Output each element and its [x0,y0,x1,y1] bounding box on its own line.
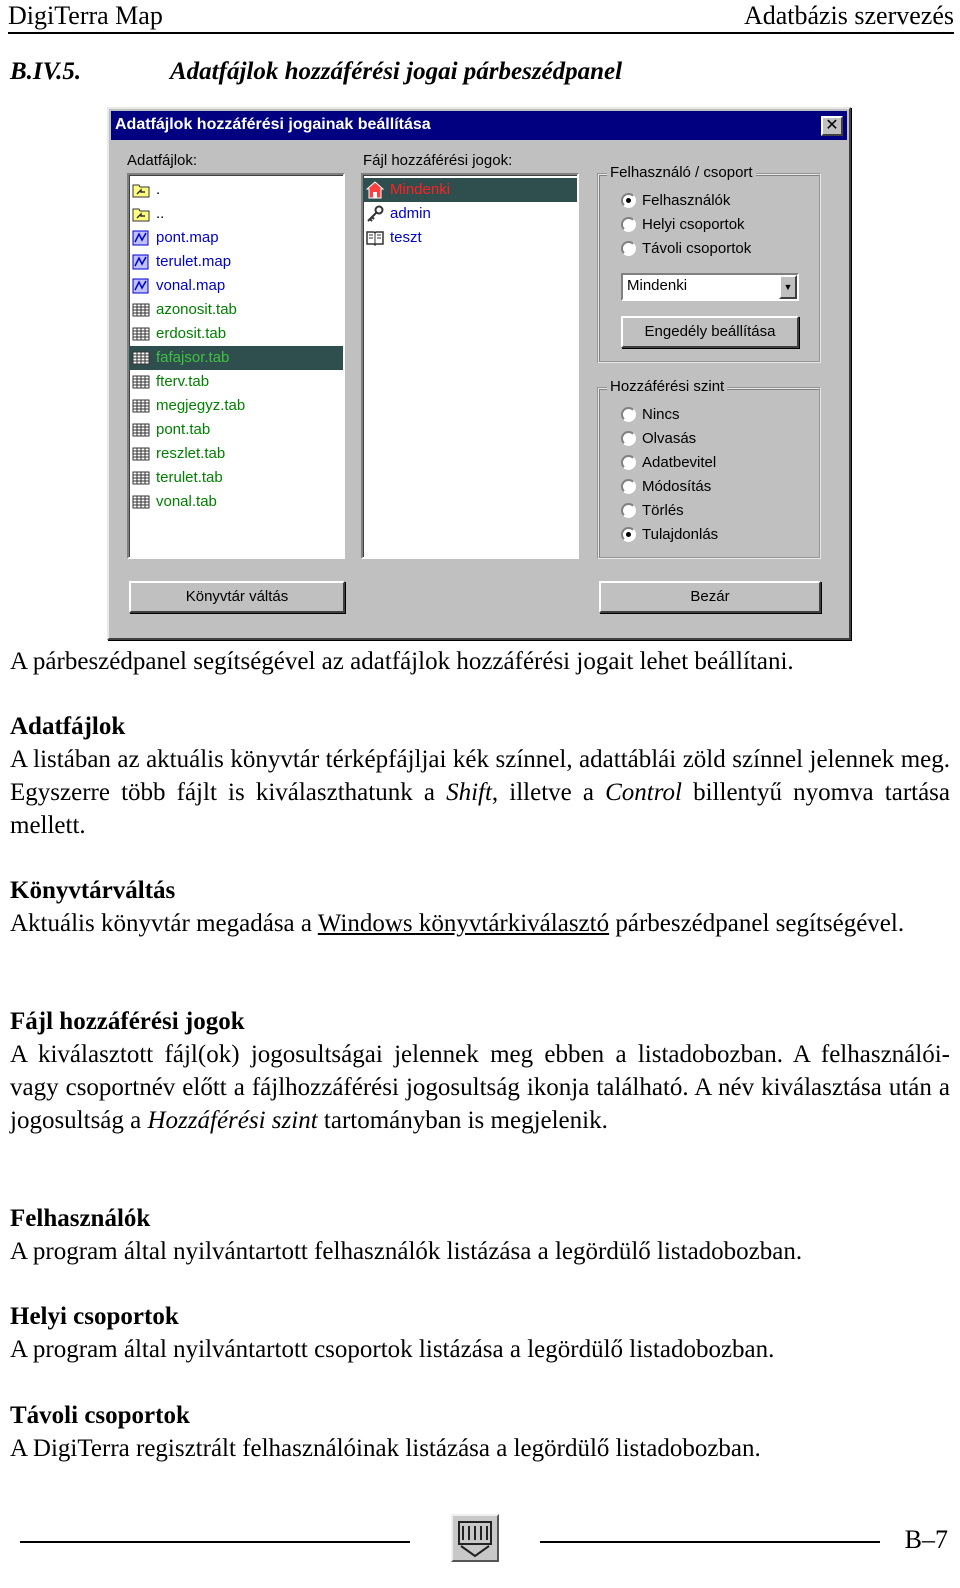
radio-level-none[interactable] [621,406,680,423]
radio-local-groups[interactable] [621,216,745,233]
chevron-down-icon[interactable]: ▼ [779,275,797,299]
access-rights-dialog [107,107,851,640]
file-name: reszlet.tab [156,445,226,462]
radio-label: Távoli csoportok [642,240,752,257]
access-level-box [597,378,821,559]
map-file-icon [131,229,151,247]
text-span: A DigiTerra regisztrált felhasználóinak listázása a legördülő listadobozban. [10,1435,761,1462]
list-item-file[interactable] [129,202,343,226]
folder-up-icon [131,205,151,223]
book-icon [365,229,385,247]
file-name: erdosit.tab [156,325,227,342]
set-permission-button[interactable]: Engedély beállítása [621,316,799,348]
text-italic: Hozzáférési szint [147,1107,318,1134]
list-item-file[interactable] [129,178,343,202]
heading-users: Felhasználók [10,1205,151,1232]
list-item-file[interactable] [129,226,343,250]
user-group-legend: Felhasználó / csoport [607,164,756,181]
file-name: vonal.tab [156,493,217,510]
file-name: . [156,181,161,198]
text-span: A kiválasztott fájl(ok) jogosultságai jelennek meg ebben a listadobozban. A felhasználói- vagy csoportnév előtt a fájlhozzáférési jogosultság ikonja található. A név kiválasztása után a jogosultság a [10,1041,950,1134]
radio-dot [621,217,636,232]
list-item-rights-test[interactable] [363,226,577,250]
list-item-file[interactable] [129,274,343,298]
radio-dot [621,241,636,256]
dialog-titlebar [111,111,847,140]
header-chapter: Adatbázis szervezés [743,1,954,30]
file-name: .. [156,205,165,222]
radio-dot [621,431,636,446]
text-span: Aktuális könyvtár megadása a [10,910,318,937]
house-icon [365,181,385,199]
radio-dot [621,407,636,422]
windows-directory-link[interactable]: Windows könyvtárkiválasztó [317,910,610,937]
section-title-text: Adatfájlok hozzáférési jogai párbeszédpanel [170,58,623,85]
file-name: terulet.tab [156,469,223,486]
page-header [8,0,954,34]
list-item-file[interactable] [129,370,343,394]
section-files [10,710,950,842]
radio-level-input[interactable] [621,454,716,471]
table-file-icon [131,349,151,367]
map-file-icon [131,277,151,295]
header-app-name: DigiTerra Map [8,1,163,30]
radio-remote-groups[interactable] [621,240,751,257]
files-list [129,175,343,514]
heading-rights: Fájl hozzáférési jogok [10,1008,245,1035]
key-control: Control [605,779,682,806]
table-file-icon [131,469,151,487]
folder-up-icon [131,181,151,199]
file-name: megjegyz.tab [156,397,246,414]
table-file-icon [131,445,151,463]
radio-level-modify[interactable] [621,478,711,495]
rights-label: Fájl hozzáférési jogok: [363,152,513,169]
list-item-file[interactable] [129,466,343,490]
radio-label: Adatbevitel [642,454,717,471]
radio-label: Helyi csoportok [642,216,745,233]
radio-label: Módosítás [642,478,712,495]
close-button[interactable]: Bezár [599,581,821,613]
list-item-rights-everyone[interactable] [363,178,577,202]
heading-local-groups: Helyi csoportok [10,1303,179,1330]
radio-dot [621,479,636,494]
files-label: Adatfájlok: [127,152,198,169]
radio-level-read[interactable] [621,430,696,447]
text-span: tartományban is megjelenik. [317,1107,608,1134]
heading-files: Adatfájlok [10,713,126,740]
list-item-file[interactable] [129,322,343,346]
list-item-file[interactable] [129,298,343,322]
files-listbox[interactable] [127,173,345,559]
change-directory-button[interactable]: Könyvtár váltás [129,581,345,613]
rights-item-label: Mindenki [390,181,451,198]
file-name: terulet.map [156,253,232,270]
text-span: , illetve a [491,779,606,806]
intro-paragraph: A párbeszédpanel segítségével az adatfájlok hozzáférési jogait lehet beállítani. [10,648,794,675]
page-number: B–7 [904,1525,948,1554]
list-item-file[interactable] [129,346,343,370]
table-file-icon [131,397,151,415]
section-number: B.IV.5. [10,58,82,85]
text-span: A program által nyilvántartott felhasználók listázása a legördülő listadobozban. [10,1238,803,1265]
table-file-icon [131,493,151,511]
dialog-title: Adatfájlok hozzáférési jogainak beállítása [115,116,431,133]
section-directory [10,874,950,940]
user-select[interactable] [621,273,799,301]
table-file-icon [131,325,151,343]
footer-rule-right [540,1541,880,1543]
file-name: fterv.tab [156,373,210,390]
section-title [10,58,622,86]
radio-dot [621,455,636,470]
radio-label: Olvasás [642,430,697,447]
digiterra-logo-icon [451,1514,499,1562]
radio-label: Felhasználók [642,192,731,209]
key-shift: Shift [446,779,492,806]
table-file-icon [131,373,151,391]
radio-label: Tulajdonlás [642,526,719,543]
radio-level-owner[interactable] [621,526,718,543]
user-select-value: Mindenki [627,277,688,294]
radio-dot [621,527,636,542]
text-span: A program által nyilvántartott csoportok listázása a legördülő listadobozban. [10,1336,775,1363]
rights-listbox[interactable] [361,173,579,559]
rights-item-label: admin [390,205,431,222]
radio-users[interactable] [621,192,730,209]
list-item-file[interactable] [129,394,343,418]
section-rights [10,1005,950,1137]
file-name: vonal.map [156,277,226,294]
file-name: azonosit.tab [156,301,237,318]
footer-rule-left [20,1541,410,1543]
text-span: billentyű nyomva tartása mellett. [10,779,951,839]
user-group-box [597,164,821,363]
radio-dot [621,503,636,518]
list-item-rights-admin[interactable] [363,202,577,226]
list-item-file[interactable] [129,250,343,274]
radio-label: Nincs [642,406,680,423]
close-icon[interactable]: ✕ [821,116,843,136]
text-span: párbeszédpanel segítségével. [609,910,905,937]
radio-label: Törlés [642,502,684,519]
key-icon [365,205,385,223]
table-file-icon [131,301,151,319]
file-name: pont.map [156,229,219,246]
list-item-file[interactable] [129,442,343,466]
radio-dot [621,193,636,208]
file-name: pont.tab [156,421,211,438]
list-item-file[interactable] [129,418,343,442]
section-local-groups [10,1300,950,1366]
map-file-icon [131,253,151,271]
text-span: A listában az aktuális könyvtár térképfájljai kék színnel, adattáblái zöld színnel jelennek meg. Egyszerre több fájlt is kiválaszthatunk a [10,746,950,806]
radio-level-delete[interactable] [621,502,684,519]
rights-item-label: teszt [390,229,422,246]
section-remote-groups [10,1399,950,1465]
access-level-legend: Hozzáférési szint [607,378,727,395]
heading-directory: Könyvtárváltás [10,877,176,904]
heading-remote-groups: Távoli csoportok [10,1402,190,1429]
list-item-file[interactable] [129,490,343,514]
file-name: fafajsor.tab [156,349,230,366]
section-users [10,1202,950,1268]
table-file-icon [131,421,151,439]
